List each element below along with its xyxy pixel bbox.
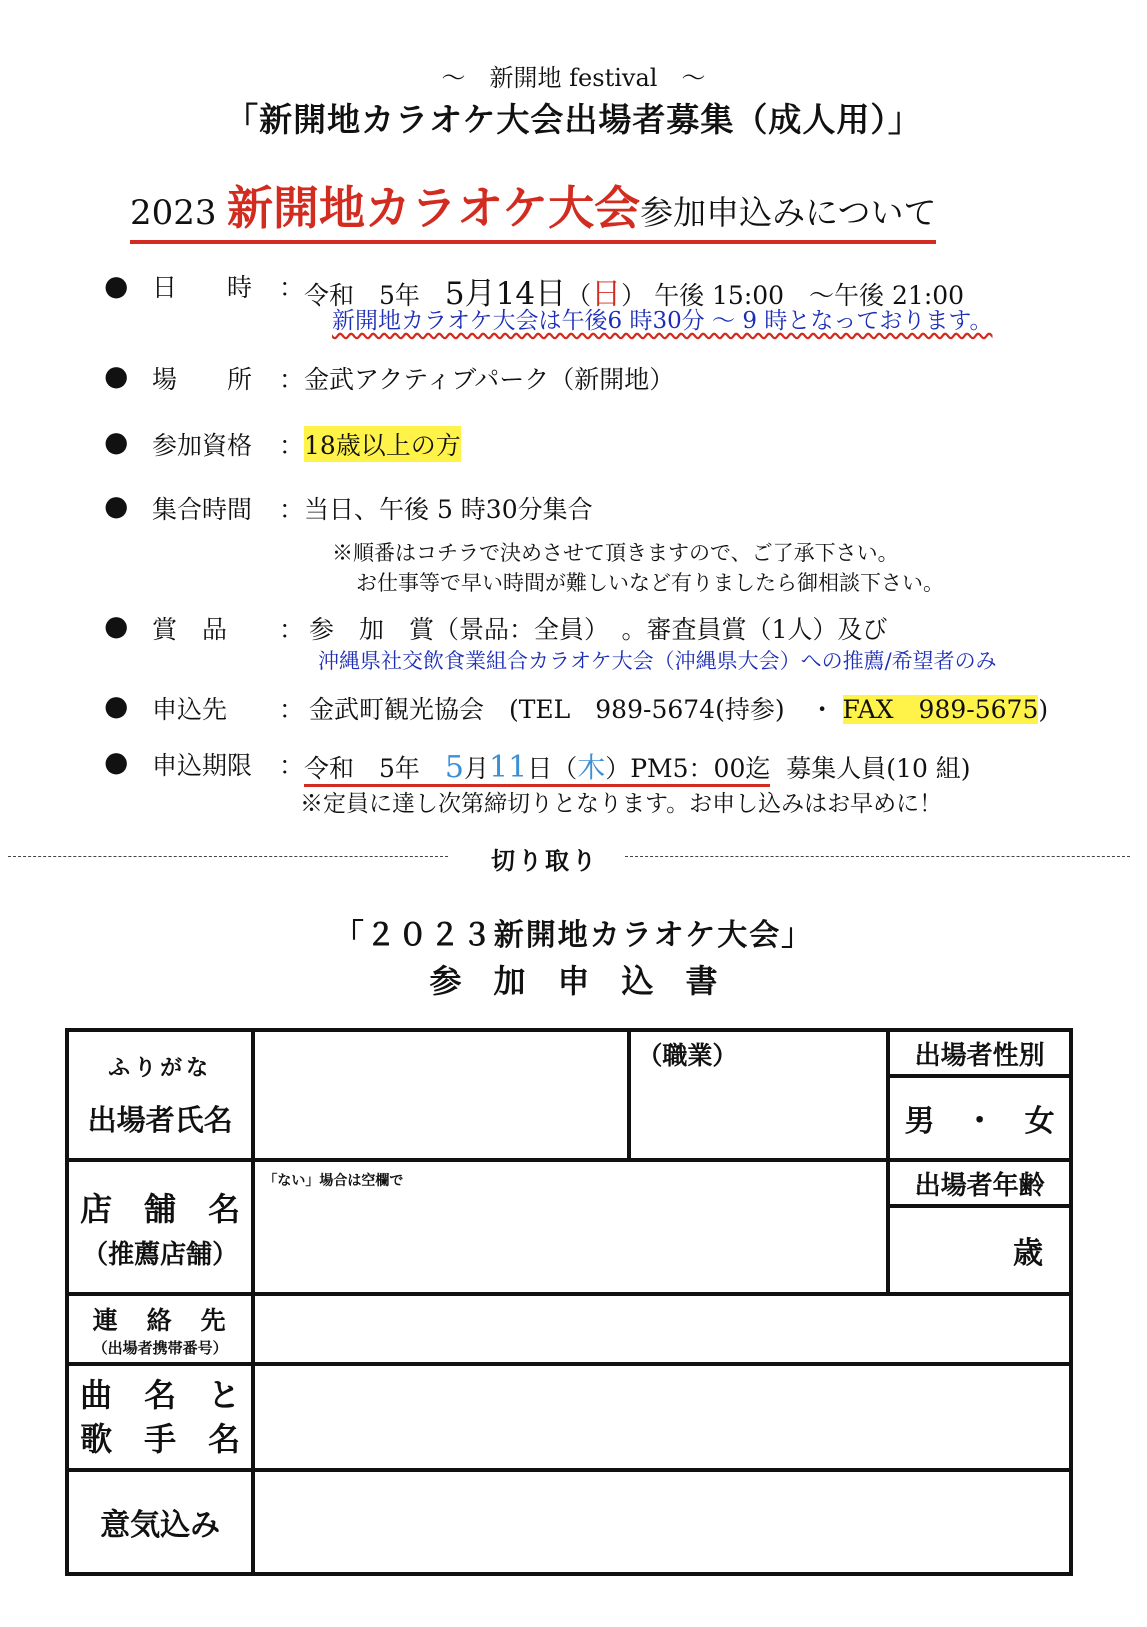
date-note: 新開地カラオケ大会は午後6 時30分 ～ 9 時となっております。 (332, 308, 993, 334)
song-input[interactable] (253, 1364, 1071, 1470)
colon: ： (279, 495, 305, 524)
gather-label: 集合時間 (152, 495, 253, 524)
event-heading (130, 172, 936, 244)
store-label: 店 舗 名 (80, 1189, 241, 1228)
gender-choice[interactable]: 男 ・ 女 (888, 1076, 1071, 1160)
song-label-cell (67, 1364, 253, 1470)
contact-input[interactable] (253, 1294, 1071, 1364)
cut-line-left (8, 856, 448, 857)
age-unit: 歳 (1013, 1236, 1043, 1271)
contact-label: 連 絡 先 (92, 1305, 228, 1335)
apply-to-value: 金武町観光協会 (TEL 989-5674(持参) ・ FAX 989-5675) (309, 695, 1049, 724)
eligibility-label: 参加資格 (152, 431, 253, 460)
date-weekday: 日 (591, 277, 622, 312)
deadline-day: 11 (489, 750, 528, 785)
colon: ： (279, 695, 305, 724)
contact-label-cell (67, 1294, 253, 1364)
deadline-note: ※定員に達し次第締切りとなります。お申し込みはお早めに！ (300, 791, 943, 817)
bullet-icon: ● (104, 489, 129, 522)
occupation-input[interactable] (629, 1030, 888, 1160)
colon: ： (279, 615, 305, 644)
deadline-capacity: 募集人員(10 組) (786, 754, 971, 783)
name-label-cell (67, 1030, 253, 1160)
gather-value: 当日、午後 5 時30分集合 (304, 495, 593, 524)
bullet-icon: ● (104, 609, 129, 642)
deadline-label: 申込期限 (152, 751, 253, 780)
cut-line-right (625, 856, 1130, 857)
store-note: 「ない」場合は空欄で (263, 1173, 404, 1189)
song-label-2: 歌 手 名 (80, 1420, 241, 1458)
gender-label: 出場者性別 (888, 1030, 1071, 1076)
store-sub-label: （推薦店舗） (82, 1239, 239, 1270)
date-day: 5月14日 (444, 276, 567, 312)
festival-subtitle: ～ 新開地 festival ～ (441, 64, 706, 92)
deadline-value: 令和 5年 5月11日（木）PM5：00迄 募集人員(10 組) (304, 750, 971, 785)
form-title: 「２０２３新開地カラオケ大会」 (333, 918, 814, 953)
deadline-weekday: 木 (577, 751, 606, 784)
event-name: 新開地カラオケ大会 (227, 181, 641, 235)
place-value: 金武アクティブパーク（新開地） (304, 365, 675, 394)
occupation-label: （職業） (637, 1041, 738, 1070)
prize-value: 参 加 賞（景品：全員） 。審査員賞（1人）及び (309, 615, 888, 644)
apply-to-label: 申込先 (152, 695, 228, 724)
eligibility-value: 18歳以上の方 (304, 426, 461, 462)
furigana-label: ふりがな (108, 1056, 213, 1081)
fax-number: FAX 989-5675 (842, 695, 1039, 724)
motivation-label: 意気込み (67, 1470, 253, 1574)
place-label: 場 所 (152, 365, 253, 394)
prize-note: 沖縄県社交飲食業組合カラオケ大会（沖縄県大会）への推薦/希望者のみ (318, 649, 997, 673)
bullet-icon: ● (104, 359, 129, 392)
song-label-1: 曲 名 と (80, 1376, 241, 1414)
bullet-icon: ● (104, 689, 129, 722)
colon: ： (279, 751, 305, 780)
colon: ： (279, 431, 305, 460)
date-time: 午後 15:00 ～午後 21:00 (654, 281, 965, 310)
name-label: 出場者氏名 (87, 1103, 233, 1137)
colon: ： (279, 365, 305, 394)
colon: ： (279, 273, 305, 302)
prize-label: 賞 品 (152, 615, 228, 644)
deadline-month: 5 (444, 750, 464, 785)
bullet-icon: ● (104, 425, 129, 458)
motivation-input[interactable] (253, 1470, 1071, 1574)
gather-note-2: お仕事等で早い時間が難しいなど有りましたら御相談下さい。 (356, 571, 944, 595)
gather-note-1: ※順番はコチラで決めさせて頂きますので、ご了承下さい。 (332, 541, 899, 565)
age-input[interactable] (888, 1206, 1071, 1294)
date-label: 日 時 (152, 273, 253, 302)
bullet-icon: ● (104, 745, 129, 778)
store-label-cell (67, 1160, 253, 1294)
event-year: 2023 (130, 193, 217, 233)
contact-sub-label: （出場者携帯番号） (92, 1338, 228, 1357)
store-input[interactable] (253, 1160, 888, 1294)
application-form (65, 1028, 1073, 1576)
name-input[interactable] (253, 1030, 629, 1160)
age-label: 出場者年齢 (888, 1160, 1071, 1206)
form-subtitle: 参 加 申 込 書 (429, 962, 718, 1000)
cut-label: 切り取り (470, 841, 620, 876)
event-heading-rest: 参加申込みについて (640, 193, 937, 232)
bullet-icon: ● (104, 269, 129, 302)
page-title: 「新開地カラオケ大会出場者募集（成人用）」 (225, 100, 922, 139)
date-value: 令和 5年 5月14日（日） 午後 15:00 ～午後 21:00 (304, 276, 965, 312)
